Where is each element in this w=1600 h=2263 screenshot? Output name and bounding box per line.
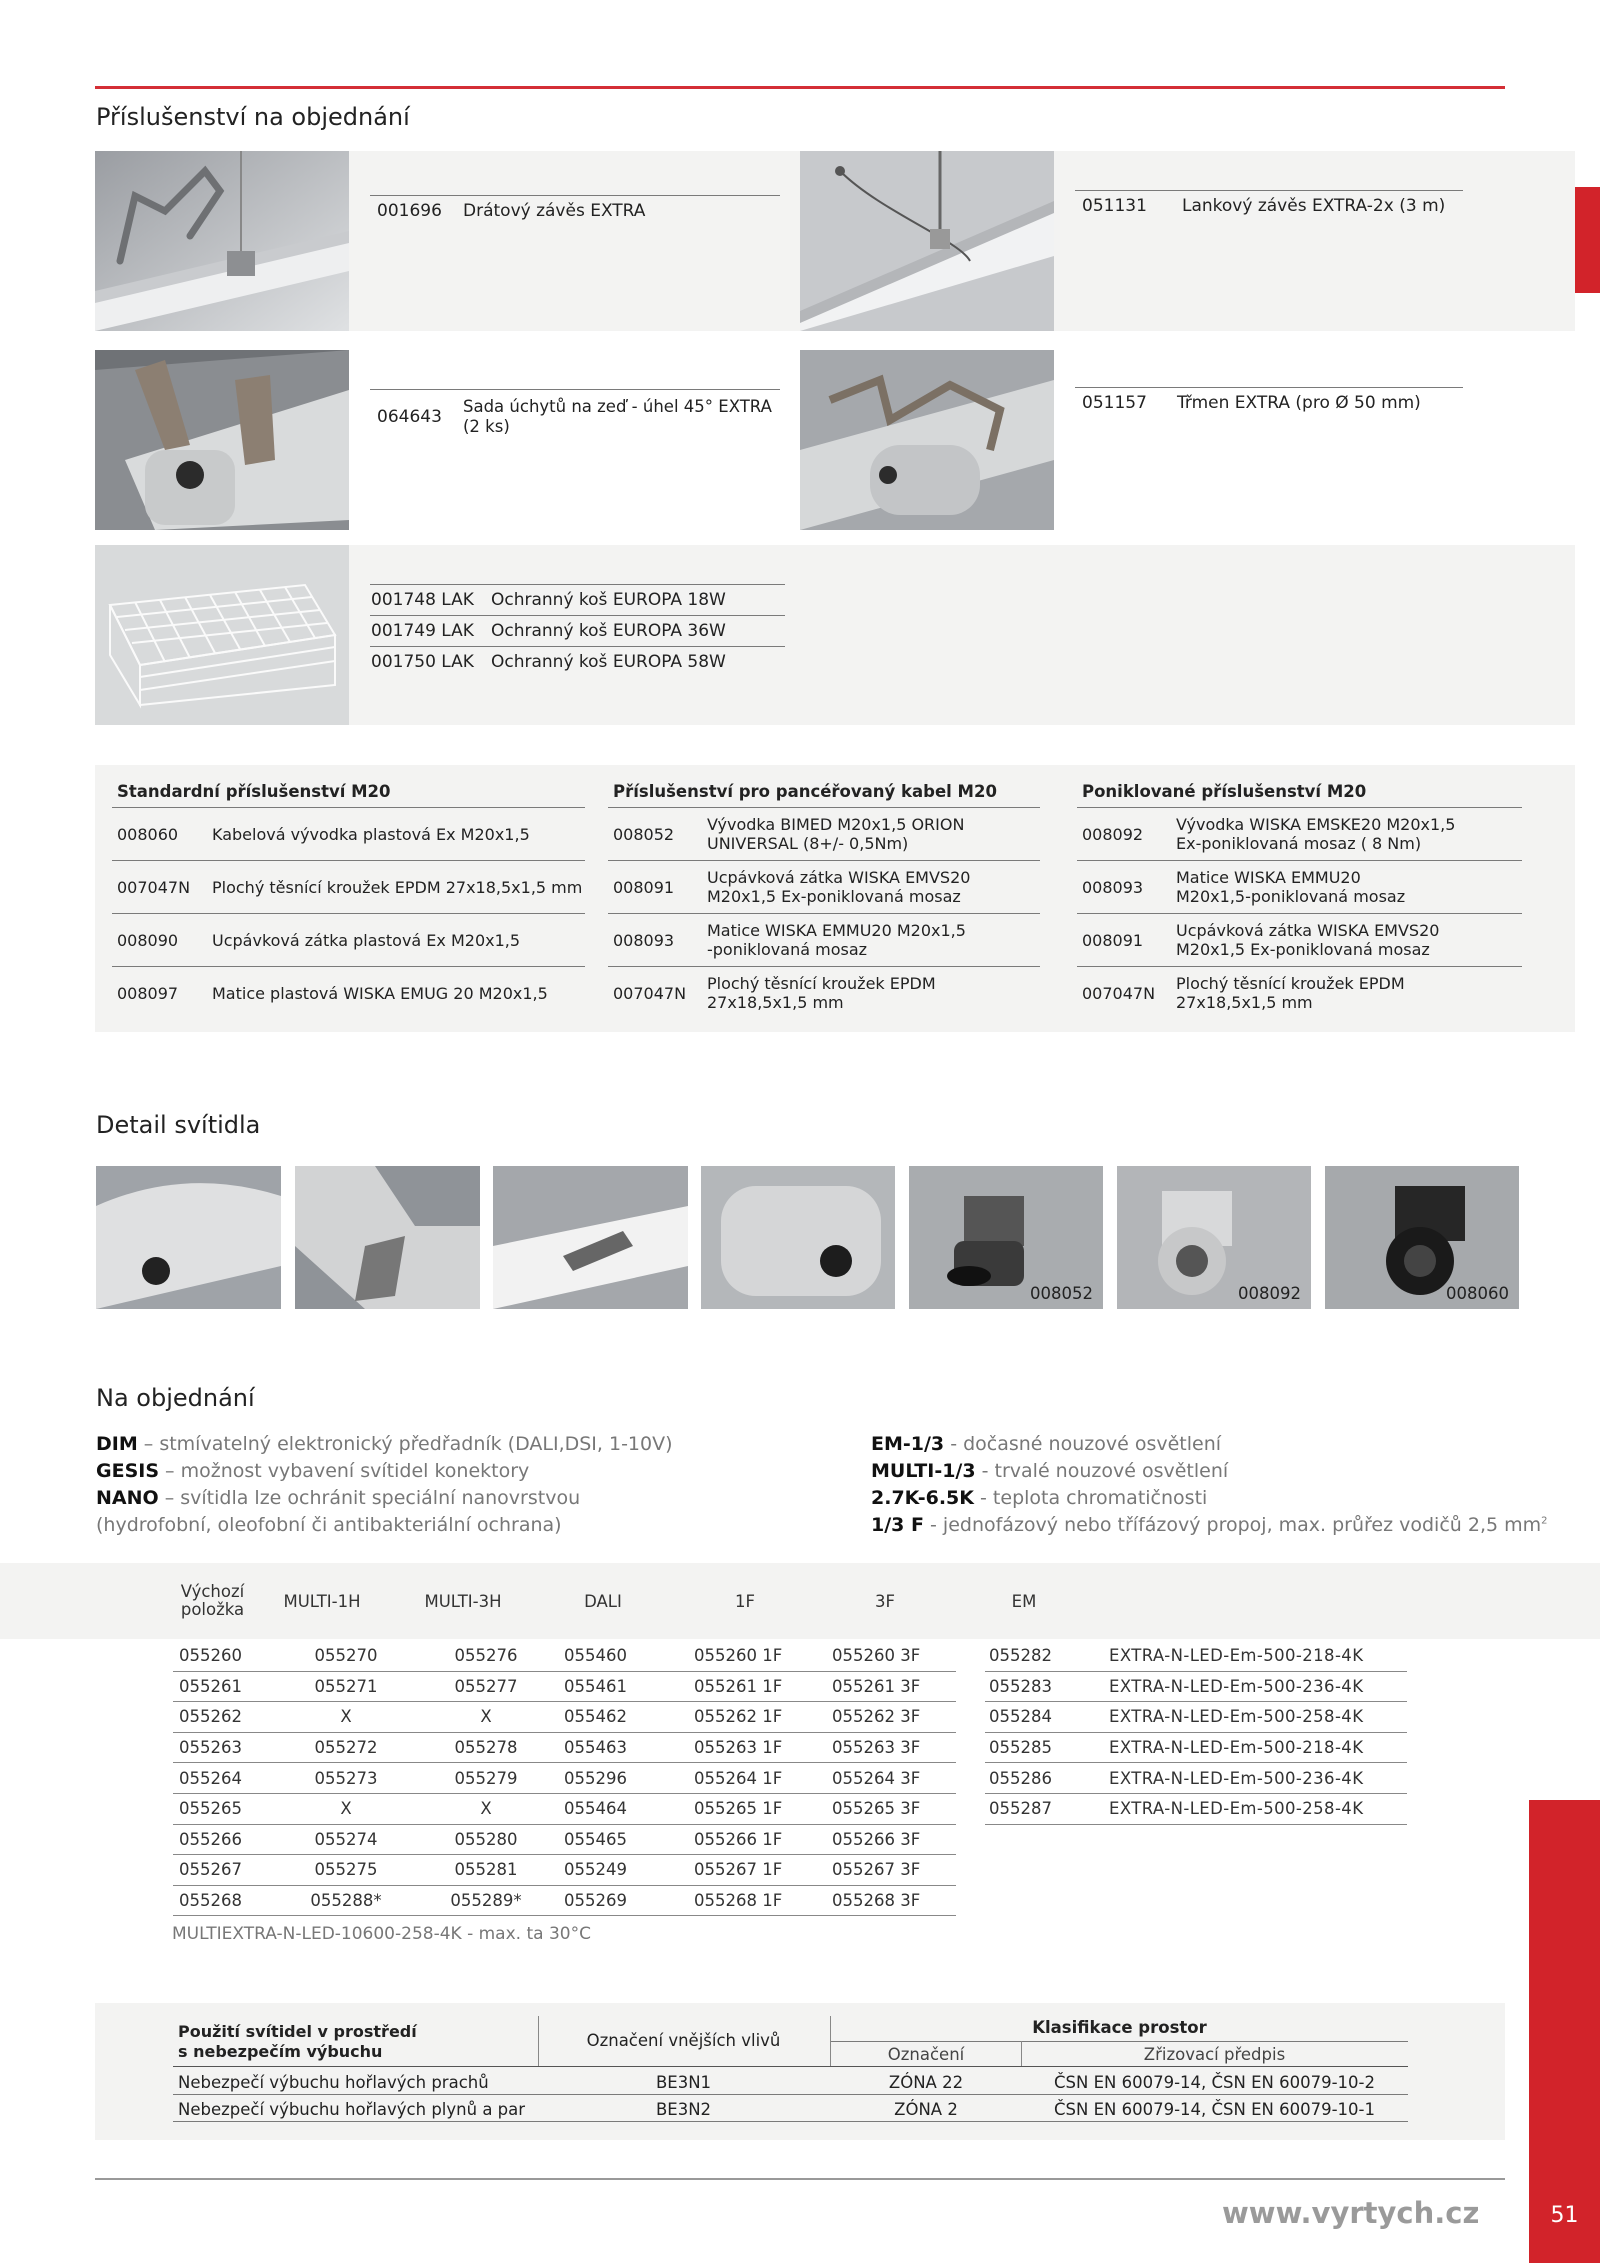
photo-wire-hanger [95, 151, 349, 331]
ambient-row-zone: ZÓNA 22 [888, 2073, 964, 2092]
m20-code: 008093 [1082, 878, 1144, 897]
ambient-header-mark: Označení [887, 2045, 965, 2064]
m20-desc: Ucpávková zátka plastová Ex M20x1,5 [212, 931, 521, 950]
ambient-header-ext: Označení vnějších vlivů [586, 2031, 781, 2050]
table-cell: 055284 [985, 1702, 1105, 1733]
col-header-dali: DALI [584, 1592, 622, 1611]
table-cell: EXTRA-N-LED-Em-500-258-4K [1105, 1793, 1407, 1824]
section-title-accessories: Příslušenství na objednání [96, 103, 410, 131]
divider [1075, 190, 1463, 191]
divider [112, 807, 585, 808]
table-cell: 055249 [556, 1855, 684, 1886]
legend-text: - jednofázový nebo třífázový propoj, max. průřez vodičů 2,5 mm [923, 1514, 1542, 1536]
m20-col1-title: Standardní příslušenství M20 [117, 782, 391, 801]
m20-desc-line2: 27x18,5x1,5 mm [1176, 993, 1313, 1012]
m20-desc [1176, 974, 1405, 1012]
table-cell: 055277 [416, 1671, 556, 1702]
table-cell: 055271 [276, 1671, 416, 1702]
m20-desc [707, 868, 970, 906]
m20-desc-line1: Matice WISKA EMMU20 [1176, 868, 1361, 887]
divider [370, 195, 780, 196]
m20-code: 008093 [613, 931, 675, 950]
table-cell: X [416, 1702, 556, 1733]
divider [1077, 913, 1522, 914]
m20-code: 008060 [117, 825, 179, 844]
header-line1: Použití svítidel v prostředí [178, 2022, 417, 2041]
page-number: 51 [1550, 2203, 1579, 2228]
header-line1: Výchozí [180, 1582, 245, 1601]
legend-superscript: 2 [1541, 1515, 1548, 1527]
m20-desc-line1: Vývodka BIMED M20x1,5 ORION [707, 815, 965, 834]
m20-desc [1176, 815, 1455, 853]
m20-col3-title: Poniklované příslušenství M20 [1082, 782, 1367, 801]
basket-item [371, 652, 781, 674]
legend-multi [871, 1460, 1228, 1482]
table-row [173, 1763, 956, 1794]
m20-code: 008091 [1082, 931, 1144, 950]
legend-key: NANO [96, 1487, 159, 1509]
m20-desc-line1: Plochý těsnící kroužek EPDM [1176, 974, 1405, 993]
item-name: Ochranný koš EUROPA 58W [491, 652, 726, 672]
table-row [985, 1732, 1407, 1763]
table-cell: 055263 [173, 1732, 276, 1763]
table-cell: 055264 1F [684, 1763, 824, 1794]
table-cell: 055267 3F [824, 1855, 956, 1886]
table-cell: 055263 3F [824, 1732, 956, 1763]
m20-code: 007047N [117, 878, 191, 897]
table-cell: 055278 [416, 1732, 556, 1763]
ambient-row-use: Nebezpečí výbuchu hořlavých plynů a par [178, 2100, 526, 2119]
divider [370, 615, 785, 616]
m20-desc-line1: Vývodka WISKA EMSKE20 M20x1,5 [1176, 815, 1456, 834]
table-cell: 055268 3F [824, 1885, 956, 1916]
item-code: 001748 LAK [371, 590, 474, 610]
m20-desc-line1: Matice WISKA EMMU20 M20x1,5 [707, 921, 966, 940]
table-cell: 055264 3F [824, 1763, 956, 1794]
table-row [985, 1671, 1407, 1702]
table-row [173, 1641, 956, 1671]
table-cell: 055266 1F [684, 1824, 824, 1855]
table-cell: X [276, 1793, 416, 1824]
table-cell: 055262 [173, 1702, 276, 1733]
item-code: 064643 [377, 407, 442, 427]
table-cell: 055289* [416, 1885, 556, 1916]
legend-key: EM-1/3 [871, 1433, 945, 1455]
item-code: 051157 [1082, 393, 1147, 413]
divider [370, 646, 785, 647]
legend-key: 1/3 F [871, 1514, 924, 1536]
photo-clamp [800, 350, 1054, 530]
legend-key: DIM [96, 1433, 138, 1455]
m20-desc-line2: 27x18,5x1,5 mm [707, 993, 844, 1012]
table-cell: X [276, 1702, 416, 1733]
divider [112, 913, 585, 914]
divider [608, 807, 1040, 808]
basket-item [371, 621, 781, 643]
m20-desc [1176, 868, 1405, 906]
detail-label: 008060 [1446, 1284, 1509, 1303]
legend-em [871, 1433, 1221, 1455]
table-cell: 055265 [173, 1793, 276, 1824]
m20-desc-line1: Ucpávková zátka WISKA EMVS20 [1176, 921, 1440, 940]
divider [173, 2121, 1408, 2122]
table-cell: 055261 1F [684, 1671, 824, 1702]
col-header-1f: 1F [735, 1592, 755, 1611]
legend-nano [96, 1487, 580, 1509]
accessory-name-wall-mount [463, 397, 772, 437]
table-cell: 055288* [276, 1885, 416, 1916]
legend-text: – možnost vybavení svítidel konektory [159, 1460, 530, 1482]
item-code: 051131 [1082, 196, 1147, 216]
photo-wall-mount [95, 350, 349, 530]
photo-protective-basket [95, 545, 349, 725]
table-cell: 055283 [985, 1671, 1105, 1702]
table-cell: 055261 3F [824, 1671, 956, 1702]
m20-desc: Kabelová vývodka plastová Ex M20x1,5 [212, 825, 530, 844]
ambient-row-ext: BE3N2 [655, 2100, 712, 2119]
table-row [173, 1671, 956, 1702]
table-cell: 055261 [173, 1671, 276, 1702]
legend-phase [871, 1514, 1548, 1536]
table-cell: EXTRA-N-LED-Em-500-236-4K [1105, 1763, 1407, 1794]
header-rule [95, 86, 1505, 89]
header-line2: položka [180, 1600, 245, 1619]
item-code: 001696 [377, 201, 442, 221]
table-cell: 055260 3F [824, 1641, 956, 1671]
divider [608, 913, 1040, 914]
ambient-row-reg: ČSN EN 60079-14, ČSN EN 60079-10-2 [1053, 2073, 1375, 2092]
legend-text: - trvalé nouzové osvětlení [975, 1460, 1229, 1482]
legend-text: – svítidla lze ochránit speciální nanovrstvou [158, 1487, 581, 1509]
table-cell: 055286 [985, 1763, 1105, 1794]
detail-label: 008052 [1030, 1284, 1093, 1303]
m20-desc-line2: M20x1,5 Ex-poniklovaná mosaz [707, 887, 961, 906]
legend-text: (hydrofobní, oleofobní či antibakteriální ochrana) [96, 1514, 562, 1536]
table-row [985, 1702, 1407, 1733]
item-name: Lankový závěs EXTRA-2x (3 m) [1182, 196, 1446, 216]
accessory-item [1082, 393, 1482, 415]
col-header-em: EM [1011, 1592, 1037, 1611]
table-cell: EXTRA-N-LED-Em-500-236-4K [1105, 1671, 1407, 1702]
table-cell: 055260 [173, 1641, 276, 1671]
m20-code: 008052 [613, 825, 675, 844]
accessory-item [377, 201, 777, 223]
item-name: Drátový závěs EXTRA [463, 201, 646, 221]
em-table [985, 1641, 1407, 1825]
m20-desc-line2: UNIVERSAL (8+/- 0,5Nm) [707, 834, 909, 853]
col-header-multi3h: MULTI-3H [424, 1592, 502, 1611]
table-cell: 055465 [556, 1824, 684, 1855]
m20-desc-line1: Plochý těsnící kroužek EPDM [707, 974, 936, 993]
table-row [985, 1763, 1407, 1794]
m20-desc-line2: M20x1,5-poniklovaná mosaz [1176, 887, 1406, 906]
legend-nano-detail [96, 1514, 562, 1536]
side-tab-bottom [1529, 1800, 1600, 2263]
legend-text: – stmívatelný elektronický předřadník (DALI,DSI, 1-10V) [137, 1433, 673, 1455]
table-cell: 055273 [276, 1763, 416, 1794]
table-cell: 055263 1F [684, 1732, 824, 1763]
table-row [985, 1793, 1407, 1824]
m20-desc: Matice plastová WISKA EMUG 20 M20x1,5 [212, 984, 548, 1003]
table-cell: 055279 [416, 1763, 556, 1794]
m20-code: 008091 [613, 878, 675, 897]
ambient-header-class: Klasifikace prostor [1032, 2018, 1207, 2037]
header-line2: s nebezpečím výbuchu [178, 2042, 383, 2061]
table-cell: 055265 1F [684, 1793, 824, 1824]
table-cell: 055275 [276, 1855, 416, 1886]
table-cell: 055272 [276, 1732, 416, 1763]
table-cell: 055462 [556, 1702, 684, 1733]
divider [608, 966, 1040, 967]
item-name-line2: (2 ks) [463, 417, 510, 436]
divider [1077, 860, 1522, 861]
footer-website-link[interactable]: www.vyrtych.cz [1222, 2196, 1480, 2230]
legend-key: MULTI-1/3 [871, 1460, 976, 1482]
table-cell: 055463 [556, 1732, 684, 1763]
item-name: Třmen EXTRA (pro Ø 50 mm) [1177, 393, 1421, 413]
col-header-3f: 3F [875, 1592, 895, 1611]
table-cell: 055280 [416, 1824, 556, 1855]
m20-desc-line1: Ucpávková zátka WISKA EMVS20 [707, 868, 971, 887]
table-cell: 055270 [276, 1641, 416, 1671]
item-name: Ochranný koš EUROPA 36W [491, 621, 726, 641]
table-cell: 055262 3F [824, 1702, 956, 1733]
section-title-detail: Detail svítidla [96, 1111, 261, 1139]
divider [370, 389, 780, 390]
table-row [173, 1885, 956, 1916]
ambient-header-reg: Zřizovací předpis [1143, 2045, 1286, 2064]
table-cell: EXTRA-N-LED-Em-500-218-4K [1105, 1732, 1407, 1763]
item-code: 001749 LAK [371, 621, 474, 641]
m20-code: 008090 [117, 931, 179, 950]
detail-label: 008092 [1238, 1284, 1301, 1303]
legend-key: 2.7K-6.5K [871, 1487, 974, 1509]
section-title-order: Na objednání [96, 1384, 255, 1412]
m20-desc: Plochý těsnící kroužek EPDM 27x18,5x1,5 mm [212, 878, 583, 897]
legend-cct [871, 1487, 1207, 1509]
table-row [173, 1855, 956, 1886]
photo-detail-4 [701, 1166, 895, 1309]
legend-text: - teplota chromatičnosti [974, 1487, 1208, 1509]
divider [112, 860, 585, 861]
order-table [173, 1641, 956, 1916]
ambient-row-ext: BE3N1 [655, 2073, 712, 2092]
divider [831, 2041, 1408, 2042]
table-cell: 055285 [985, 1732, 1105, 1763]
basket-item [371, 590, 781, 612]
m20-desc-line2: -poniklovaná mosaz [707, 940, 868, 959]
divider [173, 2094, 1408, 2095]
table-cell: 055276 [416, 1641, 556, 1671]
ambient-row-use: Nebezpečí výbuchu hořlavých prachů [178, 2073, 489, 2092]
table-cell: 055266 3F [824, 1824, 956, 1855]
table-row [985, 1641, 1407, 1671]
table-cell: 055260 1F [684, 1641, 824, 1671]
photo-detail-2 [295, 1166, 480, 1309]
item-name: Ochranný koš EUROPA 18W [491, 590, 726, 610]
table-cell: EXTRA-N-LED-Em-500-258-4K [1105, 1702, 1407, 1733]
table-cell: 055274 [276, 1824, 416, 1855]
item-code: 001750 LAK [371, 652, 474, 672]
m20-code: 007047N [1082, 984, 1156, 1003]
table-cell: 055262 1F [684, 1702, 824, 1733]
m20-code: 008092 [1082, 825, 1144, 844]
m20-code: 008097 [117, 984, 179, 1003]
table-cell: 055267 [173, 1855, 276, 1886]
table-cell: 055268 [173, 1885, 276, 1916]
m20-desc-line2: Ex-poniklovaná mosaz ( 8 Nm) [1176, 834, 1422, 853]
table-cell: 055281 [416, 1855, 556, 1886]
photo-detail-1 [96, 1166, 281, 1309]
col-header-multi1h: MULTI-1H [283, 1592, 361, 1611]
table-row [173, 1702, 956, 1733]
item-name: Sada úchytů na zeď - úhel 45° EXTRA [463, 397, 772, 416]
col-header-base [170, 1583, 255, 1619]
divider [608, 860, 1040, 861]
m20-desc [1176, 921, 1439, 959]
legend-text: - dočasné nouzové osvětlení [944, 1433, 1222, 1455]
ambient-row-reg: ČSN EN 60079-14, ČSN EN 60079-10-1 [1053, 2100, 1375, 2119]
m20-desc [707, 974, 936, 1012]
table-row [173, 1732, 956, 1763]
divider [173, 2066, 1408, 2067]
divider [112, 966, 585, 967]
table-cell: 055266 [173, 1824, 276, 1855]
photo-detail-3 [493, 1166, 688, 1309]
ambient-row-zone: ZÓNA 2 [894, 2100, 958, 2119]
table-row [173, 1793, 956, 1824]
table-cell: EXTRA-N-LED-Em-500-218-4K [1105, 1641, 1407, 1671]
divider [370, 584, 785, 585]
m20-col2-title: Příslušenství pro pancéřovaný kabel M20 [613, 782, 997, 801]
legend-key: GESIS [96, 1460, 160, 1482]
table-row [173, 1824, 956, 1855]
legend-gesis [96, 1460, 529, 1482]
legend-dim [96, 1433, 673, 1455]
m20-desc-line2: M20x1,5 Ex-poniklovaná mosaz [1176, 940, 1430, 959]
m20-code: 007047N [613, 984, 687, 1003]
m20-desc [707, 815, 964, 853]
footer-rule [95, 2178, 1505, 2180]
table-cell: 055460 [556, 1641, 684, 1671]
divider [1077, 807, 1522, 808]
table-cell: 055464 [556, 1793, 684, 1824]
table-cell: 055267 1F [684, 1855, 824, 1886]
table-cell: 055268 1F [684, 1885, 824, 1916]
photo-cable-hanger [800, 151, 1054, 331]
order-note: MULTIEXTRA-N-LED-10600-258-4K - max. ta 30°C [172, 1924, 591, 1944]
table-cell: 055265 3F [824, 1793, 956, 1824]
divider [1075, 387, 1463, 388]
table-cell: 055461 [556, 1671, 684, 1702]
table-cell: 055264 [173, 1763, 276, 1794]
accessory-item [1082, 196, 1482, 218]
table-cell: 055269 [556, 1885, 684, 1916]
table-cell: 055282 [985, 1641, 1105, 1671]
table-cell: 055296 [556, 1763, 684, 1794]
divider [1077, 966, 1522, 967]
m20-desc [707, 921, 966, 959]
table-cell: X [416, 1793, 556, 1824]
table-cell: 055287 [985, 1793, 1105, 1824]
ambient-header-use [178, 2022, 417, 2062]
